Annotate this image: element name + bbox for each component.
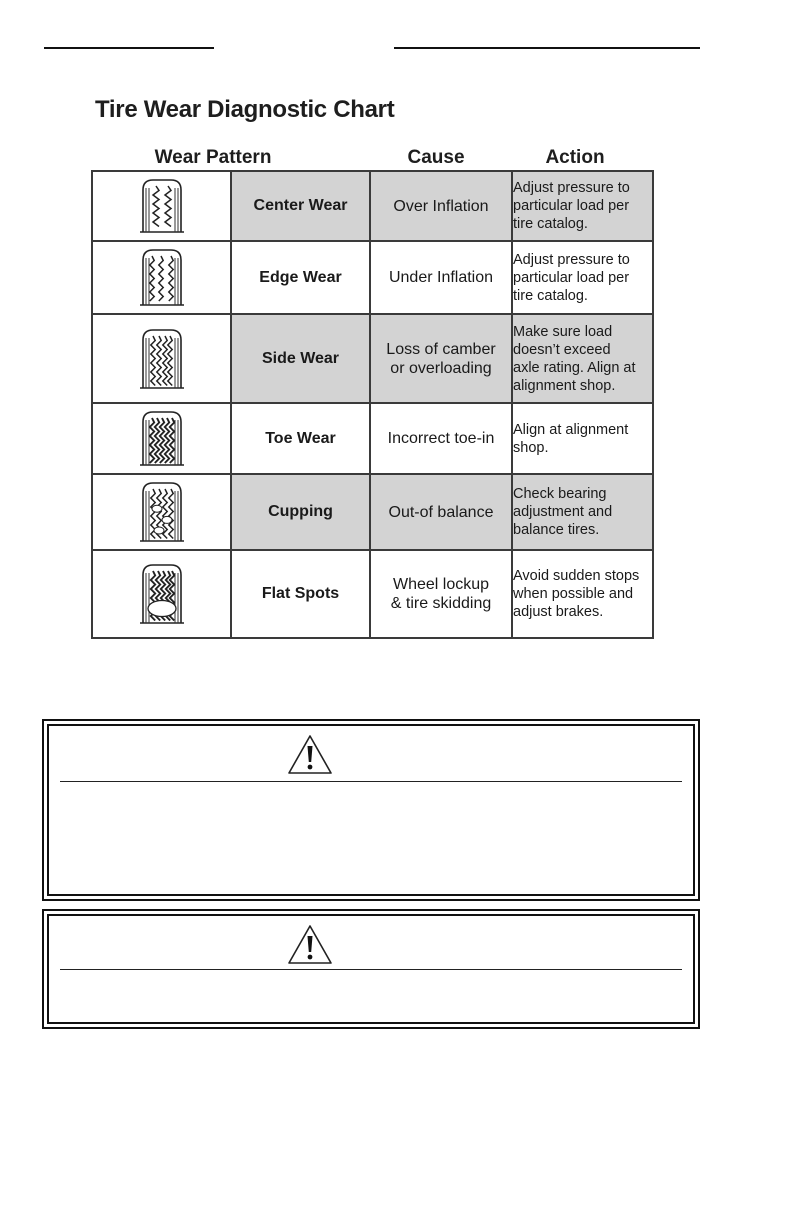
side-wear-tire-icon: [137, 326, 187, 392]
cause-line: Loss of camber: [386, 340, 496, 358]
warning-triangle-icon: [286, 923, 334, 967]
action-line: particular load per: [513, 198, 630, 214]
wear-name-cell: [231, 550, 370, 638]
action-line: tire catalog.: [513, 216, 588, 232]
wear-name: Side Wear: [261, 349, 340, 367]
wear-name: Edge Wear: [259, 268, 342, 286]
action-line: Avoid sudden stops: [513, 568, 640, 584]
action-line: Align at alignment: [513, 421, 629, 438]
wear-name-cell: [231, 241, 370, 314]
action-cell: [512, 550, 653, 638]
warning-divider: [60, 969, 682, 970]
header-cause: Cause: [407, 147, 465, 168]
wear-name: Center Wear: [253, 197, 348, 214]
action-line: when possible and: [513, 586, 634, 602]
action-cell: [512, 171, 653, 241]
flat-spots-tire-icon: [137, 561, 187, 627]
wear-pattern-cell: [92, 403, 231, 474]
action-line: doesn’t exceed: [513, 341, 611, 358]
chart-title: Tire Wear Diagnostic Chart: [95, 96, 395, 123]
wear-name: Flat Spots: [261, 585, 340, 602]
toe-wear-tire-icon: [137, 408, 187, 469]
action-line: Check bearing: [513, 486, 607, 502]
wear-pattern-cell: [92, 241, 231, 314]
wear-pattern-cell: [92, 550, 231, 638]
cause-line: or overloading: [390, 359, 492, 377]
warning-divider: [60, 781, 682, 782]
header-wear-pattern: Wear Pattern: [154, 147, 272, 168]
wear-pattern-cell: [92, 171, 231, 241]
cause-cell: [370, 241, 512, 314]
action-line: shop.: [513, 439, 549, 456]
header-rule-left: [44, 47, 214, 49]
table-row: [92, 550, 653, 638]
header-action: Action: [545, 147, 605, 168]
wear-name-cell: [231, 314, 370, 403]
cause-line: Wheel lockup: [392, 576, 490, 593]
edge-wear-tire-icon: [137, 246, 187, 309]
table-row: [92, 171, 653, 241]
action-line: adjustment and: [513, 504, 613, 520]
header-rule-right: [394, 47, 700, 49]
action-line: tire catalog.: [513, 287, 588, 304]
wear-name-cell: [231, 171, 370, 241]
warning-triangle-icon: [286, 733, 334, 777]
wear-pattern-cell: [92, 314, 231, 403]
action-cell: [512, 241, 653, 314]
cause-line: Out-of balance: [388, 503, 494, 521]
table-row: [92, 314, 653, 403]
wear-pattern-cell: [92, 474, 231, 550]
table-row: [92, 474, 653, 550]
action-cell: [512, 314, 653, 403]
wear-name: Cupping: [268, 503, 333, 520]
cause-cell: [370, 314, 512, 403]
cupping-tire-icon: [137, 479, 187, 545]
cause-line: & tire skidding: [390, 595, 492, 612]
action-line: adjust brakes.: [513, 604, 604, 620]
action-cell: [512, 474, 653, 550]
warning-box-1: [42, 719, 700, 901]
action-line: Make sure load: [513, 323, 613, 340]
center-wear-tire-icon: [137, 176, 187, 236]
cause-cell: [370, 474, 512, 550]
action-line: Adjust pressure to: [513, 180, 630, 196]
action-line: particular load per: [513, 269, 630, 286]
tire-wear-table: [91, 170, 654, 639]
action-line: alignment shop.: [513, 377, 616, 394]
cause-cell: [370, 403, 512, 474]
wear-name: Toe Wear: [265, 429, 336, 447]
warning-box-2: [42, 909, 700, 1029]
action-line: balance tires.: [513, 522, 600, 538]
cause-line: Incorrect toe-in: [387, 430, 495, 447]
cause-cell: [370, 550, 512, 638]
action-line: Adjust pressure to: [513, 251, 630, 268]
table-row: [92, 241, 653, 314]
wear-name-cell: [231, 474, 370, 550]
action-line: axle rating. Align at: [513, 359, 636, 376]
action-cell: [512, 403, 653, 474]
cause-cell: [370, 171, 512, 241]
cause-line: Over Inflation: [393, 197, 489, 215]
cause-line: Under Inflation: [388, 269, 494, 286]
table-row: [92, 403, 653, 474]
wear-name-cell: [231, 403, 370, 474]
